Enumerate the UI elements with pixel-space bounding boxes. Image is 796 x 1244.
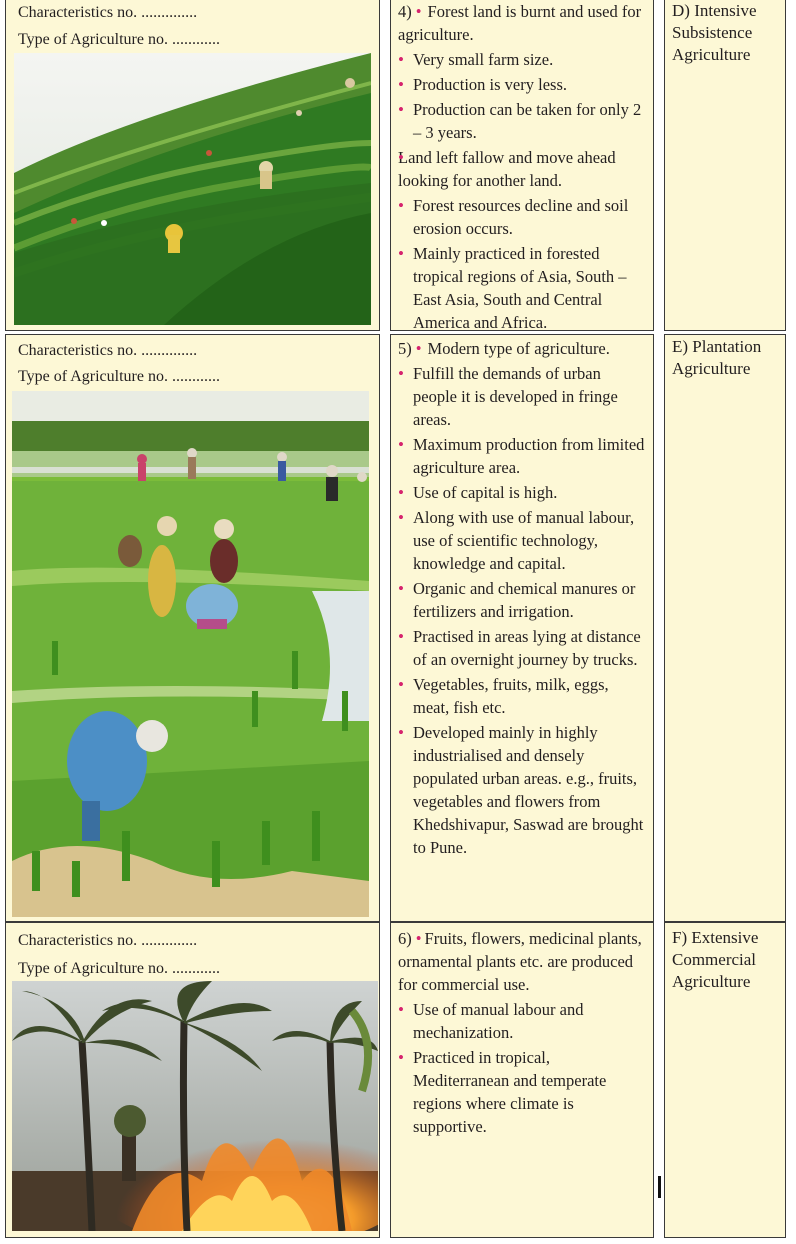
rice-paddy-photo bbox=[12, 391, 369, 917]
row-3-type-cell bbox=[664, 922, 786, 1238]
characteristics-label: Characteristics no. .............. bbox=[18, 932, 198, 949]
row-2-characteristics-cell bbox=[390, 334, 654, 922]
characteristic-point: • Production can be taken for only 2 – 3 years. bbox=[398, 98, 647, 144]
type-of-agriculture-label: Type of Agriculture no. ............ bbox=[18, 31, 220, 48]
characteristic-point: • Fulfill the demands of urban people it is developed in fringe areas. bbox=[398, 362, 647, 431]
characteristic-point: • Maximum production from limited agriculture area. bbox=[398, 433, 647, 479]
vertical-mark bbox=[658, 1176, 661, 1198]
characteristic-point: • Practised in areas lying at distance of an overnight journey by trucks. bbox=[398, 625, 647, 671]
row-1-image-cell bbox=[5, 0, 380, 331]
characteristic-point: 5) • Modern type of agriculture. bbox=[398, 339, 610, 358]
characteristic-point: • Use of manual labour and mechanization. bbox=[398, 998, 647, 1044]
row-1-characteristics-cell bbox=[390, 0, 654, 331]
characteristic-point: • Mainly practiced in forested tropical regions of Asia, South – East Asia, South and Central America and Africa. bbox=[398, 242, 647, 334]
tea-plantation-photo bbox=[14, 53, 371, 325]
characteristics-label: Characteristics no. .............. bbox=[18, 342, 198, 359]
row-2-image-cell bbox=[5, 334, 380, 922]
characteristic-point: • Developed mainly in highly industrialised and densely populated urban areas. e.g., fruits, vegetables and flowers from Khedshivapur, Saswad are brought to Pune. bbox=[398, 721, 647, 859]
characteristic-point: 6) • Fruits, flowers, medicinal plants, ornamental plants etc. are produced for commercial use. bbox=[398, 929, 642, 994]
characteristic-point: • Vegetables, fruits, milk, eggs, meat, fish etc. bbox=[398, 673, 647, 719]
type-of-agriculture-label: Type of Agriculture no. ............ bbox=[18, 368, 220, 385]
type-of-agriculture-label: Type of Agriculture no. ............ bbox=[18, 960, 220, 977]
agriculture-type: D) Intensive Subsistence Agriculture bbox=[672, 1, 757, 64]
characteristic-point: • Practiced in tropical, Mediterranean and temperate regions where climate is supportive. bbox=[398, 1046, 647, 1138]
characteristic-point: • Forest resources decline and soil erosion occurs. bbox=[398, 194, 647, 240]
bullet-icon: • bbox=[415, 929, 422, 948]
characteristic-point: • Very small farm size. bbox=[398, 48, 647, 71]
forest-burning-photo bbox=[12, 981, 378, 1231]
characteristic-point: • Land left fallow and move ahead looking for another land. bbox=[398, 146, 647, 192]
characteristic-point: • Use of capital is high. bbox=[398, 481, 647, 504]
characteristics-number: 6) bbox=[398, 929, 412, 948]
characteristic-point: • Organic and chemical manures or fertilizers and irrigation. bbox=[398, 577, 647, 623]
row-3-characteristics-cell bbox=[390, 922, 654, 1238]
row-3-image-cell bbox=[5, 922, 380, 1238]
characteristic-point: 4) • Forest land is burnt and used for agriculture. bbox=[398, 2, 642, 44]
characteristics-number: 4) bbox=[398, 2, 412, 21]
bullet-icon: • bbox=[415, 339, 422, 358]
characteristic-point: • Along with use of manual labour, use of scientific technology, knowledge and capital. bbox=[398, 506, 647, 575]
row-2-type-cell bbox=[664, 334, 786, 922]
characteristic-point: • Production is very less. bbox=[398, 73, 647, 96]
characteristics-number: 5) bbox=[398, 339, 412, 358]
row-1-type-cell bbox=[664, 0, 786, 331]
characteristics-label: Characteristics no. .............. bbox=[18, 4, 198, 21]
bullet-icon: • bbox=[415, 2, 422, 21]
agriculture-type: F) Extensive Commercial Agriculture bbox=[672, 928, 759, 991]
agriculture-type: E) Plantation Agriculture bbox=[672, 337, 762, 378]
